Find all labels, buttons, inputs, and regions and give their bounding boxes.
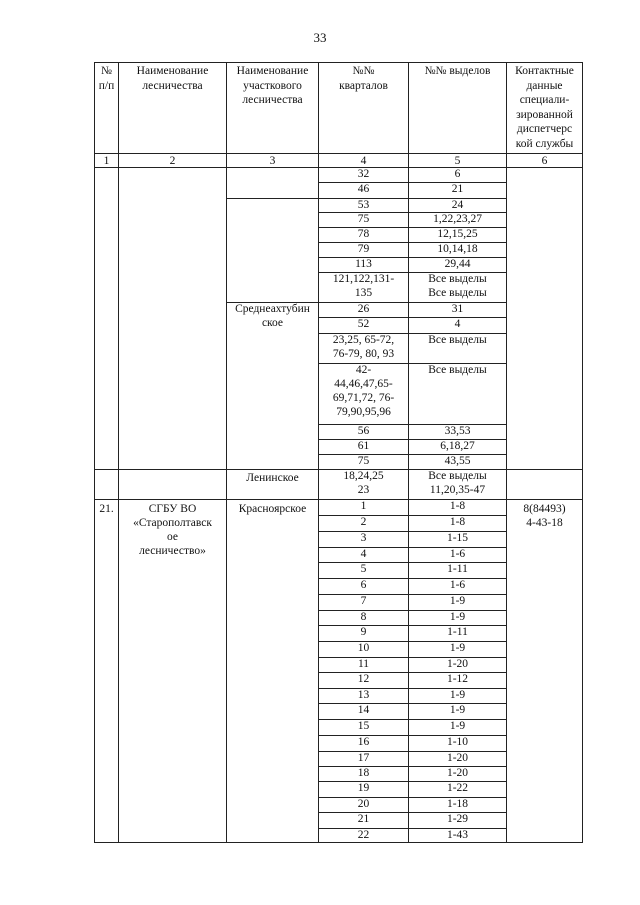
header-cell: Наименование участкового лесничества: [236, 65, 309, 106]
table-rule: [226, 198, 319, 199]
contact-cell: 8(84493) 4-43-18: [523, 503, 566, 529]
district-cell: Среднеахтубин ское: [235, 303, 310, 329]
header-cell: Контактные данные специали- зированной диспетчерс кой службы: [515, 65, 574, 150]
quarter-cell: 52: [357, 318, 370, 330]
section-cell: 1-10: [446, 736, 469, 748]
section-cell: 33,53: [444, 425, 471, 437]
section-cell: 1-9: [449, 595, 466, 607]
quarter-cell: 8: [360, 611, 367, 623]
section-cell: 1-6: [449, 579, 466, 591]
header-cell: №№ кварталов: [339, 65, 388, 92]
table-rule: [506, 62, 507, 843]
quarter-cell: 32: [357, 168, 370, 180]
quarter-cell: 20: [357, 798, 370, 810]
quarter-cell: 14: [357, 704, 370, 716]
section-cell: 1-11: [447, 563, 468, 575]
section-cell: 43,55: [444, 455, 471, 467]
section-cell: 1-9: [449, 704, 466, 716]
section-cell: 4: [454, 318, 461, 330]
section-cell: 1-29: [446, 813, 469, 825]
quarter-cell: 7: [360, 595, 367, 607]
quarter-cell: 53: [357, 199, 370, 211]
table-rule: [94, 842, 583, 843]
section-cell: 1-43: [446, 829, 469, 841]
quarter-cell: 19: [357, 782, 370, 794]
quarter-cell: 121,122,131- 135: [332, 273, 395, 299]
district-cell: Ленинское: [246, 472, 299, 484]
quarter-cell: 11: [357, 658, 370, 670]
section-cell: 1-20: [446, 752, 469, 764]
section-cell: Все выделы 11,20,35-47: [428, 470, 487, 496]
section-cell: 1-8: [449, 516, 466, 528]
section-cell: 1-8: [449, 500, 466, 512]
quarter-cell: 56: [357, 425, 370, 437]
section-cell: 1-9: [449, 720, 466, 732]
section-cell: 1-12: [446, 673, 469, 685]
section-cell: 1-20: [446, 658, 469, 670]
section-cell: 1-11: [447, 626, 468, 638]
section-cell: Все выделы: [428, 334, 487, 346]
quarter-cell: 75: [357, 455, 370, 467]
section-cell: 1-20: [446, 767, 469, 779]
section-cell: Все выделы: [428, 364, 487, 376]
quarter-cell: 16: [357, 736, 370, 748]
column-number: 3: [269, 155, 276, 167]
quarter-cell: 23,25, 65-72, 76-79, 80, 93: [332, 334, 395, 360]
section-cell: 1-22: [446, 782, 469, 794]
quarter-cell: 10: [357, 642, 370, 654]
table-rule: [582, 62, 583, 843]
section-cell: 10,14,18: [437, 243, 478, 255]
quarter-cell: 6: [360, 579, 367, 591]
quarter-cell: 1: [360, 500, 367, 512]
section-cell: Все выделы Все выделы: [428, 273, 487, 299]
section-cell: 1-18: [446, 798, 469, 810]
section-cell: 1-9: [449, 689, 466, 701]
section-cell: 29,44: [444, 258, 471, 270]
quarter-cell: 78: [357, 228, 370, 240]
entry-number: 21.: [99, 503, 114, 515]
quarter-cell: 46: [357, 183, 370, 195]
quarter-cell: 21: [357, 813, 370, 825]
quarter-cell: 3: [360, 532, 367, 544]
quarter-cell: 15: [357, 720, 370, 732]
column-number: 6: [541, 155, 548, 167]
quarter-cell: 22: [357, 829, 370, 841]
section-cell: 1-9: [449, 642, 466, 654]
section-cell: 21: [451, 183, 464, 195]
quarter-cell: 4: [360, 548, 367, 560]
section-cell: 24: [451, 199, 464, 211]
quarter-cell: 18: [357, 767, 370, 779]
district-cell: Красноярское: [238, 503, 307, 515]
quarter-cell: 42- 44,46,47,65- 69,71,72, 76- 79,90,95,96: [332, 364, 395, 418]
quarter-cell: 61: [357, 440, 370, 452]
section-cell: 6,18,27: [440, 440, 475, 452]
column-number: 1: [103, 155, 110, 167]
table-rule: [94, 62, 583, 63]
quarter-cell: 18,24,25 23: [343, 470, 384, 496]
quarter-cell: 26: [357, 303, 370, 315]
forestry-name: СГБУ ВО «Старополтавск ое лесничество»: [133, 503, 212, 557]
quarter-cell: 13: [357, 689, 370, 701]
section-cell: 6: [454, 168, 461, 180]
column-number: 5: [454, 155, 461, 167]
page-number: 33: [313, 30, 327, 45]
quarter-cell: 17: [357, 752, 370, 764]
quarter-cell: 75: [357, 213, 370, 225]
table-rule: [94, 62, 95, 843]
section-cell: 1-9: [449, 611, 466, 623]
quarter-cell: 79: [357, 243, 370, 255]
section-cell: 31: [451, 303, 464, 315]
header-cell: № п/п: [98, 65, 115, 92]
table-rule: [118, 62, 119, 843]
quarter-cell: 12: [357, 673, 370, 685]
section-cell: 1,22,23,27: [433, 213, 482, 225]
quarter-cell: 9: [360, 626, 367, 638]
quarter-cell: 5: [360, 563, 367, 575]
column-number: 2: [169, 155, 176, 167]
section-cell: 1-6: [449, 548, 466, 560]
section-cell: 12,15,25: [437, 228, 478, 240]
quarter-cell: 2: [360, 516, 367, 528]
section-cell: 1-15: [446, 532, 469, 544]
header-cell: №№ выделов: [424, 65, 491, 77]
column-number: 4: [360, 155, 367, 167]
quarter-cell: 113: [355, 258, 372, 270]
header-cell: Наименование лесничества: [136, 65, 209, 92]
cell-mask: [227, 514, 318, 841]
